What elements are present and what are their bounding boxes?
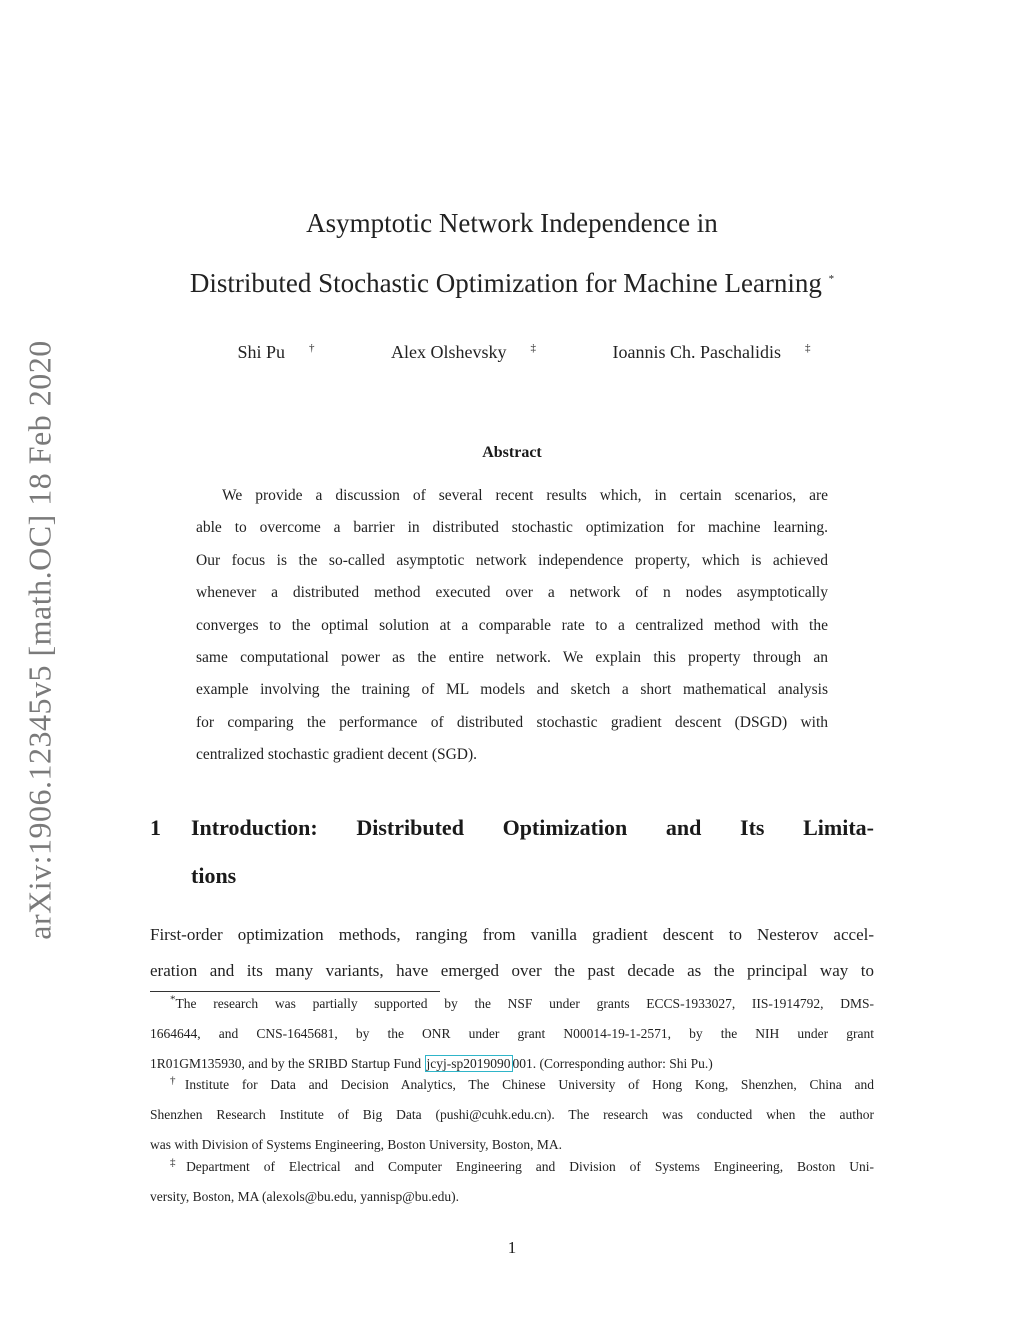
footnote-2-text: Institute for Data and Decision Analytics, The Chinese University of Hong Kong, Shenzhen, China and [184,1077,875,1092]
footnote-2-line-2: Shenzhen Research Institute of Big Data (pushi@cuhk.edu.cn). The research was conducted when the author [150,1107,874,1122]
section-title-line-1: Introduction: Distributed Optimization and Its Limita- [191,815,874,840]
author-3 [589,342,811,362]
footnote-1-line-1 [170,995,874,1013]
author-1 [213,342,314,362]
abstract-line: centralized stochastic gradient decent (SGD). [196,746,478,763]
footnote-1-line-2: 1664644, and CNS-1645681, by the ONR under grant N00014-19-1-2571, by the NIH under grant [150,1026,874,1041]
footnote-1-mark: * [170,993,176,1006]
footnote-2-mark: † [170,1074,185,1087]
abstract-line: Our focus is the so-called asymptotic network independence property, which is achieved [196,552,828,569]
author-3-mark: ‡ [805,342,811,354]
author-2-name: Alex Olshevsky [391,342,507,362]
paper-title-line-1: Asymptotic Network Independence in [306,208,718,238]
abstract-heading: Abstract [482,444,542,461]
abstract-line: same computational power as the entire network. We explain this property through an [196,649,828,666]
abstract-line: We provide a discussion of several recent results which, in certain scenarios, are [222,487,828,504]
footnote-2-line-1 [170,1076,874,1094]
footnote-1-line-3-post: 001. (Corresponding author: Shi Pu.) [512,1056,713,1071]
author-list [150,342,874,363]
funding-link[interactable]: jcyj-sp2019090 [426,1056,511,1071]
paper-title-line-2 [150,268,874,299]
author-1-mark: † [309,342,315,354]
footnote-1-text: The research was partially supported by the NSF under grants ECCS-1933027, IIS-1914792, DMS- [175,996,874,1011]
abstract-line: converges to the optimal solution at a comparable rate to a centralized method with the [196,617,828,634]
footnote-3-line-1 [170,1158,874,1176]
arxiv-identifier-stamp: arXiv:1906.12345v5 [math.OC] 18 Feb 2020 [21,340,58,940]
section-heading [150,815,874,841]
footnote-1-line-3-pre: 1R01GM135930, and by the SRIBD Startup Fund [150,1056,425,1071]
footnote-3-line-2: versity, Boston, MA (alexols@bu.edu, yannisp@bu.edu). [150,1189,459,1204]
author-1-name: Shi Pu [237,342,286,362]
footnote-3-mark: ‡ [170,1156,187,1169]
section-number: 1 [150,815,161,840]
body-text-line: First-order optimization methods, ranging from vanilla gradient descent to Nesterov accel- [150,925,874,944]
abstract-line: whenever a distributed method executed over a network of n nodes asymptotically [196,584,828,601]
body-text-line: eration and its many variants, have emerged over the past decade as the principal way to [150,961,874,980]
abstract-line: example involving the training of ML models and sketch a short mathematical analysis [196,681,828,698]
footnote-3-text: Department of Electrical and Computer Engineering and Division of Systems Engineering, Boston Uni- [186,1159,874,1174]
author-2 [367,342,536,362]
title-footnote-mark: * [828,273,835,285]
page-number: 1 [507,1238,517,1257]
footnote-rule [150,991,440,992]
paper-title-line-2-text: Distributed Stochastic Optimization for Machine Learning [189,268,822,298]
section-title-line-2: tions [191,863,237,888]
author-3-name: Ioannis Ch. Paschalidis [612,342,782,362]
abstract-line: for comparing the performance of distributed stochastic gradient descent (DSGD) with [196,714,828,731]
footnote-2-line-3: was with Division of Systems Engineering, Boston University, Boston, MA. [150,1137,562,1152]
footnote-1-line-3 [150,1055,874,1073]
abstract-line: able to overcome a barrier in distributed stochastic optimization for machine learning. [196,519,828,536]
author-2-mark: ‡ [530,342,537,354]
